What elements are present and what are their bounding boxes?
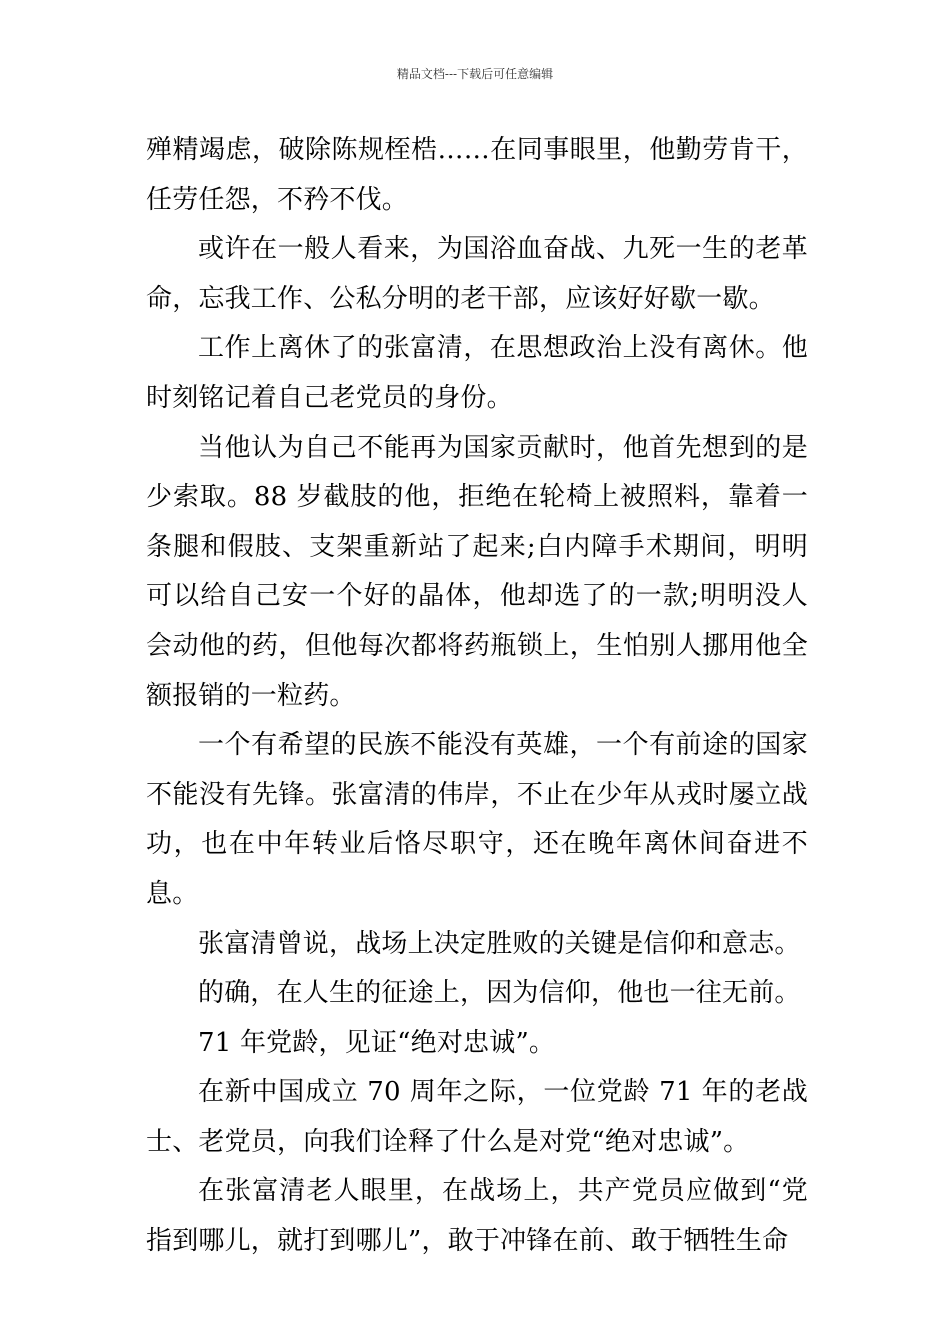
paragraph-7: 的确，在人生的征途上，因为信仰，他也一往无前。: [198, 978, 801, 1009]
paragraph-9: 在新中国成立 70 周年之际，一位党龄 71 年的老战士、老党员，向我们诠释了什么是对党“绝对忠诚”。: [146, 1077, 808, 1157]
paragraph-4: 当他认为自己不能再为国家贡献时，他首先想到的是少索取。88 岁截肢的他，拒绝在轮椅上被照料，靠着一条腿和假肢、支架重新站了起来;白内障手术期间，明明可以给自己安一个好的晶体，他却选了的一款;明明没人会动他的药，但他每次都将药瓶锁上，生怕别人挪用他全额报销的一粒药。: [146, 432, 808, 711]
paragraph-5: 一个有希望的民族不能没有英雄，一个有前途的国家不能没有先锋。张富清的伟岸，不止在少年从戎时屡立战功，也在中年转业后恪尽职守，还在晚年离休间奋进不息。: [146, 730, 808, 909]
paragraph-8: 71 年党龄，见证“绝对忠诚”。: [198, 1027, 556, 1058]
paragraph-10: 在张富清老人眼里，在战场上，共产党员应做到“党指到哪儿，就打到哪儿”，敢于冲锋在前、敢于牺牲生命: [146, 1176, 808, 1257]
paragraph-6: 张富清曾说，战场上决定胜败的关键是信仰和意志。: [198, 928, 801, 959]
paragraph-2: 或许在一般人看来，为国浴血奋战、九死一生的老革命，忘我工作、公私分明的老干部，应该好好歇一歇。: [146, 234, 808, 314]
document-body: [146, 126, 808, 1267]
paragraph-1: 殚精竭虑，破除陈规桎梏……在同事眼里，他勤劳肯干，任劳任怨，不矜不伐。: [146, 135, 808, 215]
page-header: 精品文档---下载后可任意编辑: [396, 67, 554, 81]
paragraph-3: 工作上离休了的张富清，在思想政治上没有离休。他时刻铭记着自己老党员的身份。: [146, 333, 808, 413]
